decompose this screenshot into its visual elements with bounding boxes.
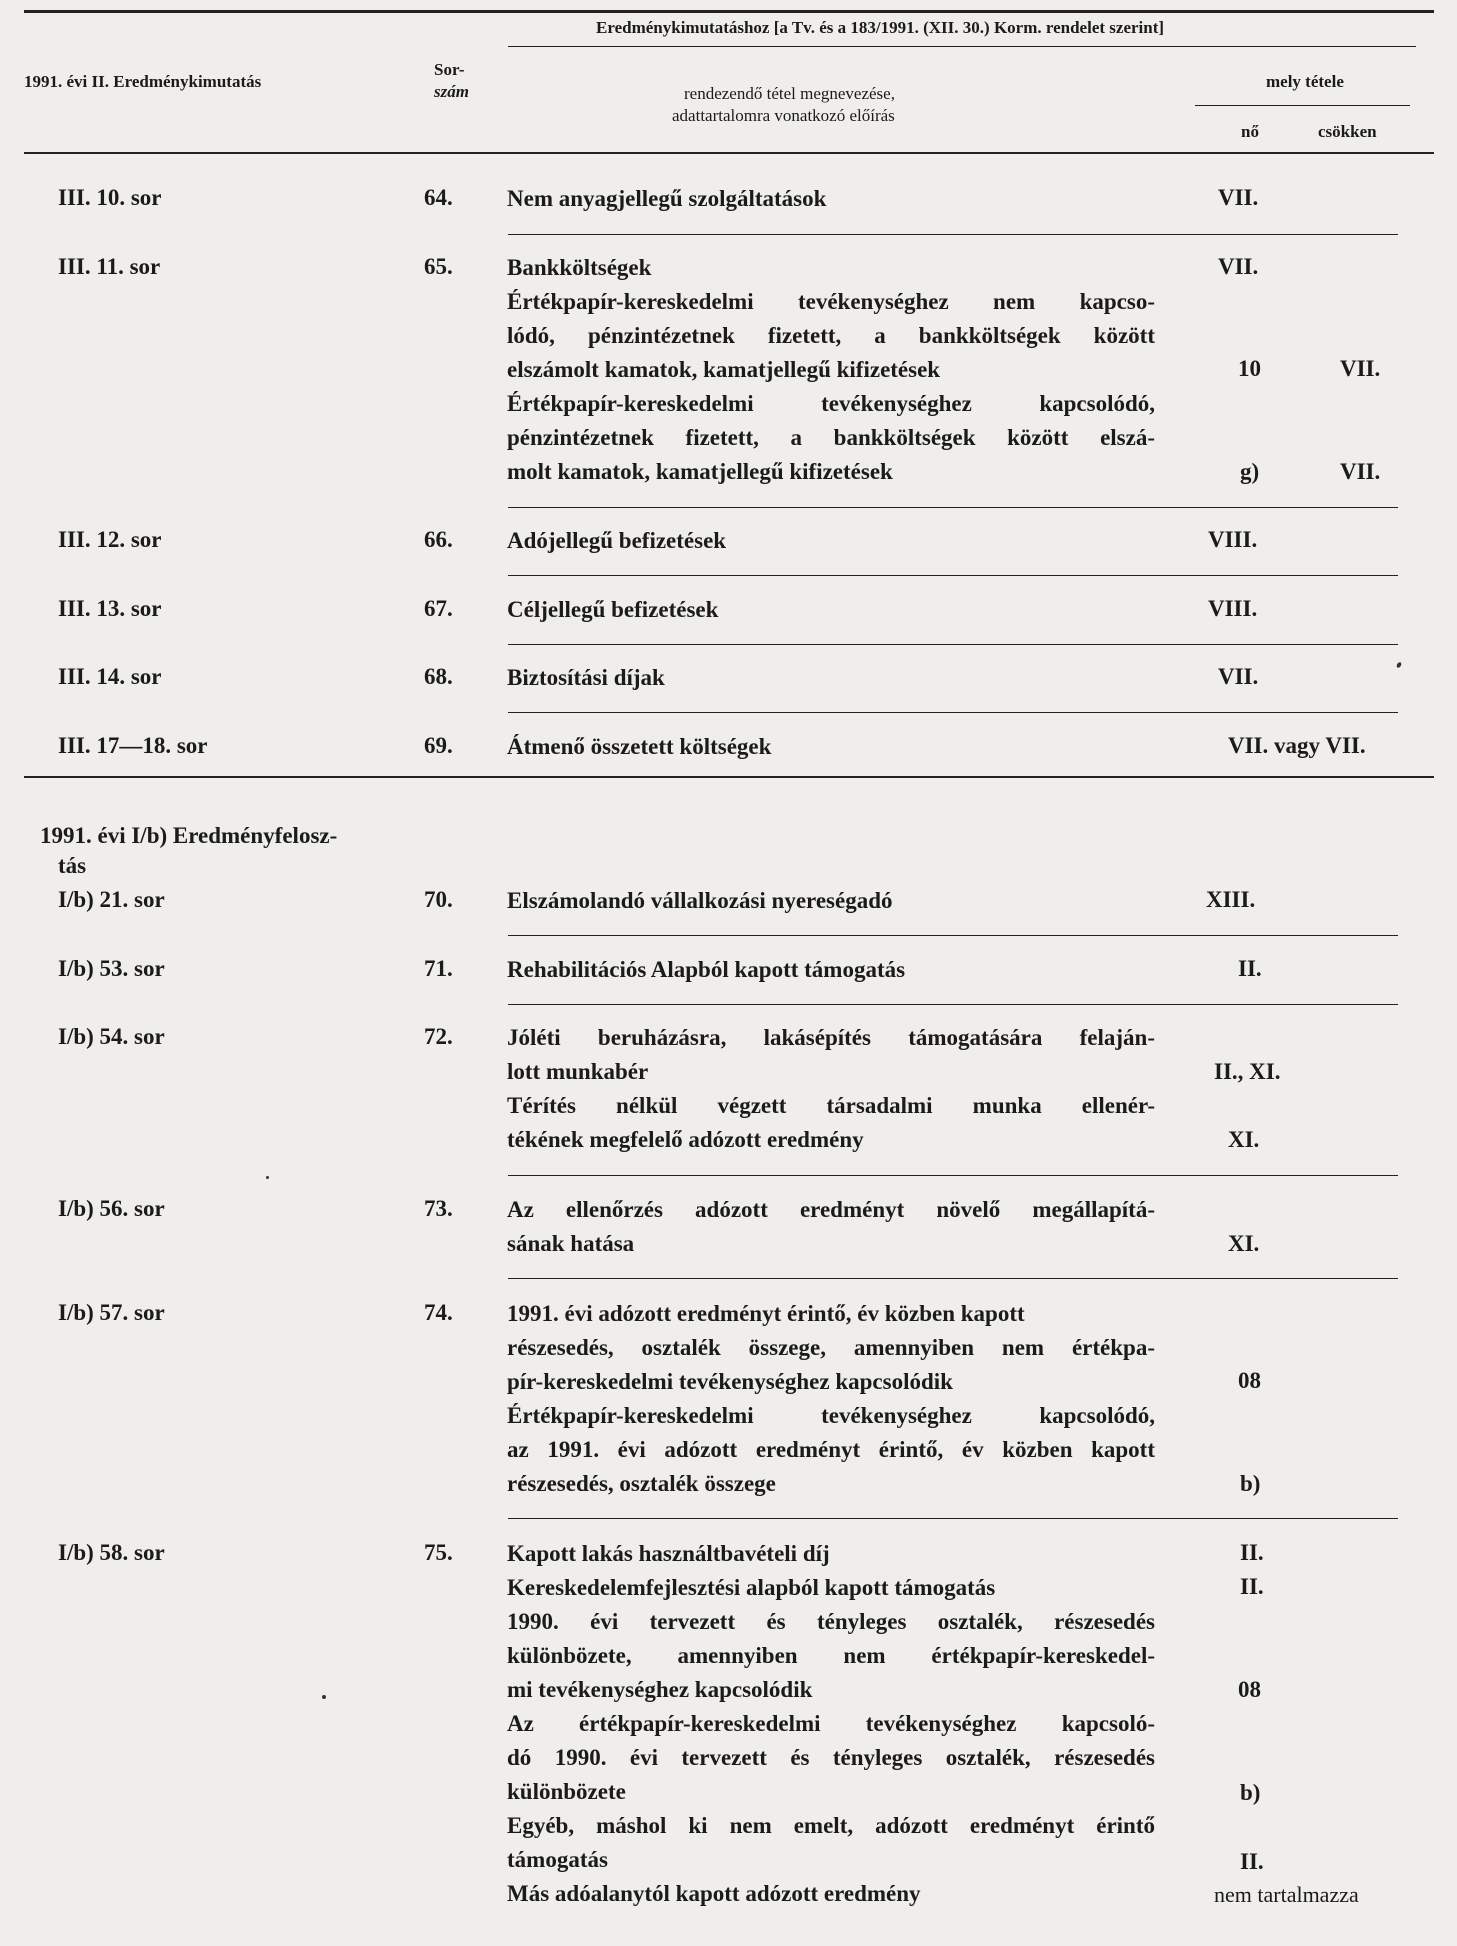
row-73-description	[507, 1193, 1155, 1261]
row-73-desc-line: Az ellenőrzés adózott eredményt növelő megállapítá-	[507, 1197, 1155, 1222]
row-74-no: 08	[1238, 1368, 1261, 1393]
row-71-desc-line: Rehabilitációs Alapból kapott támogatás	[507, 957, 906, 982]
row-68-source: III. 14. sor	[58, 664, 162, 689]
row-69-no: VII. vagy VII.	[1228, 733, 1366, 758]
row-74-description	[507, 1297, 1155, 1501]
row-64-desc-line: Nem anyagjellegű szolgáltatások	[507, 186, 827, 211]
row-divider	[508, 575, 1398, 576]
row-65-desc-line: lódó, pénzintézetnek fizetett, a bankköltségek között	[507, 323, 1155, 348]
ink-speck	[266, 1176, 269, 1179]
row-70-description	[507, 884, 1155, 918]
row-divider	[508, 234, 1398, 235]
row-72-description	[507, 1021, 1155, 1157]
row-66-desc-line: Adójellegű befizetések	[507, 528, 727, 553]
section-rule	[24, 776, 1434, 778]
row-74-desc-line: részesedés, osztalék összege, amennyiben nem értékpa-	[507, 1335, 1155, 1360]
row-67-desc-line: Céljellegű befizetések	[507, 597, 719, 622]
row-74-desc-line: pír-kereskedelmi tevékenységhez kapcsolódik	[507, 1369, 953, 1394]
row-75-desc-line: dó 1990. évi tervezett és tényleges osztalék, részesedés	[507, 1745, 1155, 1770]
row-75-desc-line: Kapott lakás használtbavételi díj	[507, 1541, 830, 1566]
row-divider	[508, 644, 1398, 645]
row-64-description	[507, 182, 1155, 216]
row-73-source: I/b) 56. sor	[58, 1196, 165, 1221]
section2-heading-line2: tás	[58, 853, 87, 878]
row-74-number: 74.	[424, 1300, 453, 1325]
row-65-no: VII.	[1218, 254, 1259, 279]
row-75-number: 75.	[424, 1540, 453, 1565]
row-64-number: 64.	[424, 185, 453, 210]
row-74-desc-line: részesedés, osztalék összege	[507, 1471, 776, 1496]
header-source-column: 1991. évi II. Eredménykimutatás	[24, 72, 262, 91]
row-72-desc-line: Jóléti beruházásra, lakásépítés támogatására felaján-	[507, 1025, 1155, 1050]
top-rule	[24, 10, 1434, 13]
row-69-desc-line: Átmenő összetett költségek	[507, 734, 772, 759]
row-65-csokken: VII.	[1340, 459, 1381, 484]
row-72-no: XI.	[1228, 1127, 1260, 1152]
row-65-desc-line: Értékpapír-kereskedelmi tevékenységhez nem kapcso-	[507, 289, 1155, 314]
row-71-source: I/b) 53. sor	[58, 956, 165, 981]
row-66-description	[507, 524, 1155, 558]
ink-speck	[322, 1695, 326, 1699]
row-66-no: VIII.	[1208, 527, 1258, 552]
row-75-desc-line: Más adóalanytól kapott adózott eredmény	[507, 1881, 921, 1906]
row-74-desc-line: 1991. évi adózott eredményt érintő, év közben kapott	[507, 1301, 1025, 1326]
row-72-desc-line: Térítés nélkül végzett társadalmi munka ellenér-	[507, 1093, 1155, 1118]
row-69-description	[507, 730, 1155, 764]
row-divider	[508, 712, 1398, 713]
row-75-description	[507, 1537, 1155, 1911]
row-67-no: VIII.	[1208, 596, 1258, 621]
row-72-no: II., XI.	[1214, 1059, 1281, 1084]
row-68-no: VII.	[1218, 664, 1259, 689]
row-65-description	[507, 251, 1155, 489]
row-65-csokken: VII.	[1340, 356, 1381, 381]
header-bottom-rule	[24, 152, 1434, 154]
row-71-no: II.	[1238, 956, 1262, 981]
row-67-source: III. 13. sor	[58, 596, 162, 621]
header-sorszam-line1: Sor-	[434, 60, 465, 79]
row-70-no: XIII.	[1206, 887, 1256, 912]
row-74-desc-line: az 1991. évi adózott eredményt érintő, év közben kapott	[507, 1437, 1155, 1462]
row-69-source: III. 17—18. sor	[58, 733, 208, 758]
row-71-number: 71.	[424, 956, 453, 981]
row-65-desc-line: molt kamatok, kamatjellegű kifizetések	[507, 459, 893, 484]
row-75-desc-line: Kereskedelemfejlesztési alapból kapott támogatás	[507, 1575, 996, 1600]
header-no: nő	[1241, 122, 1259, 141]
row-72-desc-line: tékének megfelelő adózott eredmény	[507, 1127, 864, 1152]
row-68-desc-line: Biztosítási díjak	[507, 665, 665, 690]
header-sorszam-line2: szám	[434, 82, 469, 101]
row-74-desc-line: Értékpapír-kereskedelmi tevékenységhez kapcsolódó,	[507, 1403, 1155, 1428]
row-66-number: 66.	[424, 527, 453, 552]
row-72-source: I/b) 54. sor	[58, 1024, 165, 1049]
row-65-desc-line: Értékpapír-kereskedelmi tevékenységhez kapcsolódó,	[507, 391, 1155, 416]
row-65-no: g)	[1240, 459, 1260, 484]
row-68-description	[507, 661, 1155, 695]
row-68-number: 68.	[424, 664, 453, 689]
row-72-number: 72.	[424, 1024, 453, 1049]
row-75-desc-line: Egyéb, máshol ki nem emelt, adózott eredményt érintő	[507, 1813, 1155, 1838]
row-75-source: I/b) 58. sor	[58, 1540, 165, 1565]
row-75-desc-line: mi tevékenységhez kapcsolódik	[507, 1677, 813, 1702]
row-70-desc-line: Elszámolandó vállalkozási nyereségadó	[507, 888, 893, 913]
row-75-no: nem tartalmazza	[1214, 1882, 1359, 1907]
row-divider	[508, 1175, 1398, 1176]
row-67-description	[507, 593, 1155, 627]
row-74-source: I/b) 57. sor	[58, 1300, 165, 1325]
row-64-source: III. 10. sor	[58, 185, 162, 210]
row-75-desc-line: Az értékpapír-kereskedelmi tevékenységhez kapcsoló-	[507, 1711, 1155, 1736]
row-75-no: II.	[1240, 1574, 1264, 1599]
row-73-no: XI.	[1228, 1231, 1260, 1256]
row-65-no: 10	[1238, 356, 1261, 381]
row-74-no: b)	[1240, 1471, 1261, 1496]
row-67-number: 67.	[424, 596, 453, 621]
section2-heading-line1: 1991. évi I/b) Eredményfelosz-	[40, 823, 338, 848]
row-divider	[508, 1004, 1398, 1005]
mely-tetele-rule	[1195, 105, 1410, 106]
row-66-source: III. 12. sor	[58, 527, 162, 552]
row-64-no: VII.	[1218, 185, 1259, 210]
row-75-desc-line: 1990. évi tervezett és tényleges osztalék, részesedés	[507, 1609, 1155, 1634]
row-71-description	[507, 953, 1155, 987]
row-65-desc-line: Bankköltségek	[507, 255, 652, 280]
row-75-desc-line: támogatás	[507, 1847, 608, 1872]
header-top-title: Eredménykimutatáshoz [a Tv. és a 183/1991. (XII. 30.) Korm. rendelet szerint]	[596, 18, 1165, 37]
row-divider	[508, 1278, 1398, 1279]
row-75-desc-line: különbözete	[507, 1779, 626, 1804]
row-divider	[508, 935, 1398, 936]
row-69-number: 69.	[424, 733, 453, 758]
header-mely-tetele: mely tétele	[1266, 72, 1344, 91]
row-65-desc-line: pénzintézetnek fizetett, a bankköltségek között elszá-	[507, 425, 1155, 450]
row-72-desc-line: lott munkabér	[507, 1059, 649, 1084]
header-desc-line2: adattartalomra vonatkozó előírás	[672, 106, 895, 125]
row-divider	[508, 1518, 1398, 1519]
row-75-no: 08	[1238, 1677, 1261, 1702]
row-70-source: I/b) 21. sor	[58, 887, 165, 912]
row-75-desc-line: különbözete, amennyiben nem értékpapír-kereskedel-	[507, 1643, 1155, 1668]
row-73-number: 73.	[424, 1196, 453, 1221]
row-75-no: b)	[1240, 1780, 1261, 1805]
row-75-no: II.	[1240, 1849, 1264, 1874]
header-csokken: csökken	[1318, 122, 1377, 141]
ink-speck	[1396, 661, 1402, 668]
header-desc-line1: rendezendő tétel megnevezése,	[684, 84, 895, 103]
header-subrule	[508, 46, 1416, 47]
row-70-number: 70.	[424, 887, 453, 912]
row-65-desc-line: elszámolt kamatok, kamatjellegű kifizetések	[507, 357, 941, 382]
row-65-number: 65.	[424, 254, 453, 279]
row-75-no: II.	[1240, 1540, 1264, 1565]
row-65-source: III. 11. sor	[58, 254, 161, 279]
row-73-desc-line: sának hatása	[507, 1231, 635, 1256]
row-divider	[508, 507, 1398, 508]
